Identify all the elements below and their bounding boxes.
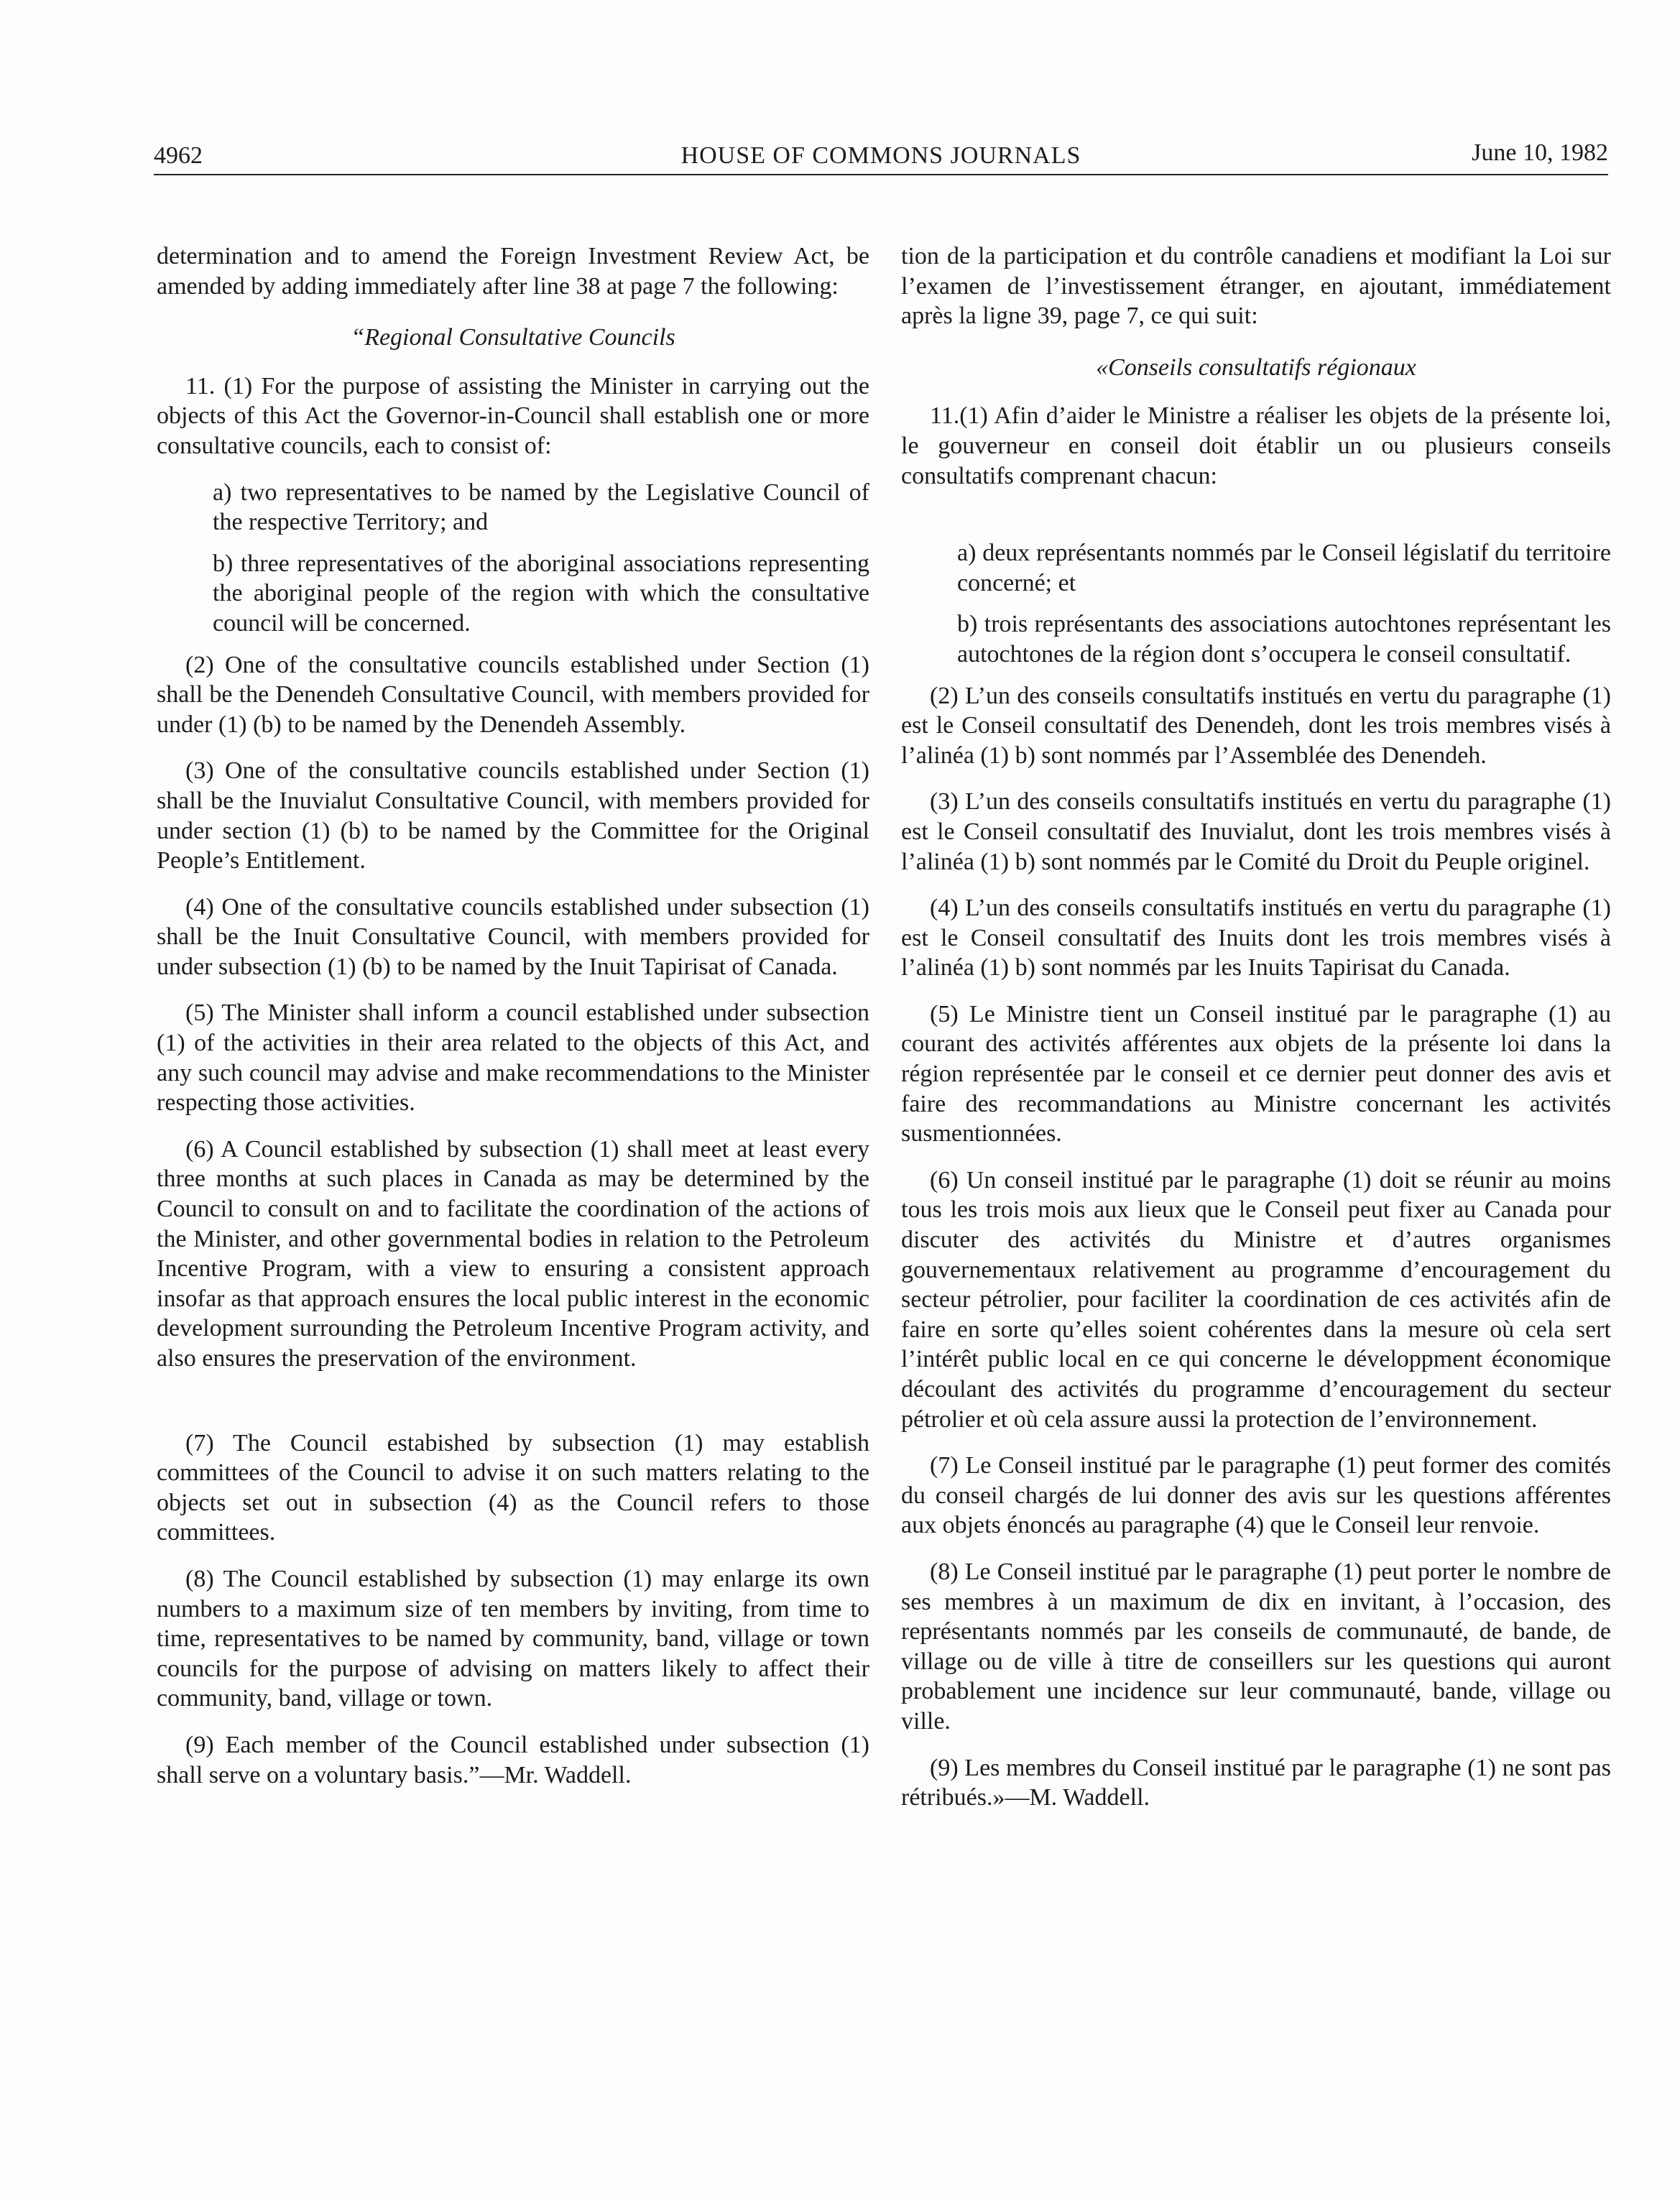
french-subsection-3: (3) L’un des conseils consultatifs institués en vertu du paragraphe (1) est le Conseil consultatif des Inuvialut, dont les trois membres visés à l’alinéa (1) b) sont nommés par le Comité du Droit du Peuple originel. — [901, 788, 1611, 875]
page-number: 4962 — [154, 142, 203, 169]
french-item-b: b) trois représentants des associations autochtones représentant les autochtones de la région dont s’occupera le conseil consultatif. — [957, 611, 1611, 668]
journal-title: HOUSE OF COMMONS JOURNALS — [680, 142, 1081, 169]
french-subsection-1: 11.(1) Afin d’aider le Ministre a réaliser les objets de la présente loi, le gouverneur en conseil doit établir un ou plusieurs conseils consultatifs comprenant chacun: — [901, 402, 1611, 489]
french-subsection-7: (7) Le Conseil institué par le paragraphe (1) peut former des comités du conseil chargés de lui donner des avis sur les questions afférentes aux objets énoncés au paragraphe (4) que le Conseil leur renvoie. — [901, 1452, 1611, 1539]
french-item-a: a) deux représentants nommés par le Conseil législatif du territoire concerné; et — [957, 540, 1611, 596]
english-subsection-9: (9) Each member of the Council established under subsection (1) shall serve on a voluntary basis.”—Mr. Waddell. — [157, 1731, 869, 1788]
french-column — [901, 241, 1611, 1829]
english-item-a: a) two representatives to be named by the Legislative Council of the respective Territory; and — [213, 479, 869, 536]
running-header — [154, 139, 1608, 175]
french-intro: tion de la participation et du contrôle canadiens et modifiant la Loi sur l’examen de l’investissement étranger, en ajoutant, immédiatement après la ligne 39, page 7, ce qui suit: — [901, 243, 1611, 330]
french-subsection-8: (8) Le Conseil institué par le paragraphe (1) peut porter le nombre de ses membres à un maximum de dix en invitant, à l’occasion, des représentants nommés par les conseils de communauté, de bande, de village ou de ville à titre de conseillers sur les questions qui auront probablement une incidence sur leur communauté, bande, village ou ville. — [901, 1558, 1611, 1735]
french-subsection-2: (2) L’un des conseils consultatifs institués en vertu du paragraphe (1) est le Conseil consultatif des Denendeh, dont les trois membres visés à l’alinéa (1) b) sont nommés par l’Assemblée des Denendeh. — [901, 682, 1611, 769]
english-intro: determination and to amend the Foreign Investment Review Act, be amended by adding immediately after line 38 at page 7 the following: — [157, 243, 869, 300]
english-subsection-6: (6) A Council established by subsection (1) shall meet at least every three months at such places in Canada as may be determined by the Council to consult on and to facilitate the coordination of the actions of the Minister, and other governmental bodies in relation to the Petroleum Incentive Program, with a view to ensuring a consistent approach insofar as that approach ensures the local public interest in the economic development surrounding the Petroleum Incentive Program activity, and also ensures the preservation of the environment. — [157, 1135, 869, 1372]
english-heading: “Regional Consultative Councils — [351, 324, 675, 351]
french-subsection-4: (4) L’un des conseils consultatifs institués en vertu du paragraphe (1) est le Conseil consultatif des Inuits dont les trois membres visés à l’alinéa (1) b) sont nommés par les Inuits Tapirisat du Canada. — [901, 895, 1611, 982]
english-subsection-7: (7) The Council estabished by subsection (1) may establish committees of the Council to advise it on such matters relating to the objects set out in subsection (4) as the Council refers to those committees. — [157, 1429, 869, 1546]
english-subsection-4: (4) One of the consultative councils established under subsection (1) shall be the Inuit Consultative Council, with members provided for under subsection (1) (b) to be named by the Inuit Tapirisat of Canada. — [157, 893, 869, 980]
english-subsection-1: 11. (1) For the purpose of assisting the Minister in carrying out the objects of this Act the Governor-in-Council shall establish one or more consultative councils, each to consist of: — [157, 372, 869, 459]
french-subsection-5: (5) Le Ministre tient un Conseil institué par le paragraphe (1) au courant des activités afférentes aux objets de la présente loi dans la région représentée par le conseil et ce dernier peut donner des avis et faire des recommandations au Ministre concernant les activités susmentionnées. — [901, 1000, 1611, 1148]
english-column — [157, 241, 869, 1806]
english-subsection-2: (2) One of the consultative councils established under Section (1) shall be the Denendeh Consultative Council, with members provided for under (1) (b) to be named by the Denendeh Assembly. — [157, 651, 869, 738]
french-subsection-9: (9) Les membres du Conseil institué par le paragraphe (1) ne sont pas rétribués.»—M. Waddell. — [901, 1754, 1611, 1811]
french-subsection-6: (6) Un conseil institué par le paragraphe (1) doit se réunir au moins tous les trois mois aux lieux que le Conseil peut fixer au Canada pour discuter des activités du Ministre et d’autres organismes gouvernementaux relativement au programme d’encouragement du secteur pétrolier, pour faciliter la coordination de ces activités afin de faire en sorte qu’elles soient cohérentes dans la mesure où cela sert l’intérêt public local en ce qui concerne le développment économique découlant des activités du programme d’encouragement du secteur pétrolier et où cela assure aussi la protection de l’environnement. — [901, 1166, 1611, 1433]
english-subsection-8: (8) The Council established by subsection (1) may enlarge its own numbers to a maximum size of ten members by inviting, from time to time, representatives to be named by community, band, village or town councils for the purpose of advising on matters likely to affect their community, band, village or town. — [157, 1565, 869, 1712]
english-subsection-5: (5) The Minister shall inform a council established under subsection (1) of the activities in their area related to the objects of this Act, and any such council may advise and make recommendations to the Minister respecting those activities. — [157, 999, 869, 1117]
english-subsection-3: (3) One of the consultative councils established under Section (1) shall be the Inuvialut Consultative Council, with members provided for under section (1) (b) to be named by the Committee for the Original People’s Entitlement. — [157, 757, 869, 874]
english-item-b: b) three representatives of the aboriginal associations representing the aboriginal people of the region with which the consultative council will be concerned. — [213, 550, 869, 637]
french-heading: «Conseils consultatifs régionaux — [1096, 354, 1416, 381]
page-date: June 10, 1982 — [1472, 139, 1608, 166]
header-rule — [154, 174, 1608, 175]
